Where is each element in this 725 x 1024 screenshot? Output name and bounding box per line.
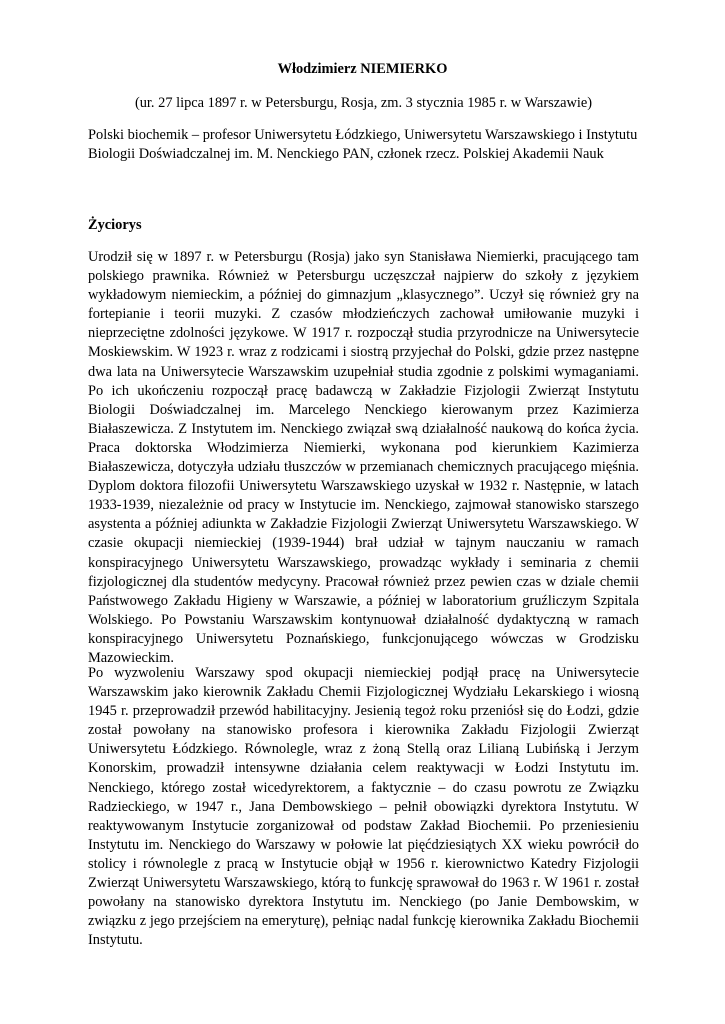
intro-paragraph: Polski biochemik – profesor Uniwersytetu Łódzkiego, Uniwersytetu Warszawskiego i Instytutu Biologii Doświadczalnej im. M. Nenckiego PAN, członek rzecz. Polskiej Akademii Nauk: [88, 127, 638, 162]
section-heading-biography: Życiorys: [88, 217, 142, 233]
page-title: Włodzimierz NIEMIERKO: [277, 61, 448, 77]
life-dates-subtitle: (ur. 27 lipca 1897 r. w Petersburgu, Rosja, zm. 3 stycznia 1985 r. w Warszawie): [134, 95, 593, 111]
biography-paragraph-2: Po wyzwoleniu Warszawy spod okupacji niemieckiej podjął pracę na Uniwersytecie Warszawskim jako kierownik Zakładu Chemii Fizjologicznej Wydziału Lekarskiego i wiosną 1945 r. przeprowadził przewód habilitacyjny. Jesienią tegoż roku przeniósł się do Łodzi, gdzie został powołany na stanowisko profesora i kierownika Zakładu Fizjologii Zwierząt Uniwersytetu Łódzkiego. Równolegle, wraz z żoną Stellą oraz Lilianą Lubińską i Jerzym Konorskim, prowadził intensywne działania celem reaktywacji w Łodzi Instytutu im. Nenckiego, którego został wicedyrektorem, a faktycznie – do czasu powrotu ze Związku Radzieckiego, w 1947 r., Jana Dembowskiego – pełnił obowiązki dyrektora Instytutu. W reaktywowanym Instytucie zorganizował od podstaw Zakład Biochemii. Po przeniesieniu Instytutu im. Nenckiego do Warszawy w połowie lat pięćdziesiątych XX wieku powrócił do stolicy i równolegle z pracą w Instytucie objął w 1956 r. kierownictwo Katedry Fizjologii Zwierząt Uniwersytetu Warszawskiego, którą to funkcję sprawował do 1963 r. W 1961 r. został powołany na stanowisko dyrektora Instytutu im. Nenckiego (po Janie Dembowskim, w związku z jego przejściem na emeryturę), pełniąc nadal funkcję kierownika Zakładu Biochemii Instytutu.: [88, 665, 639, 949]
biography-paragraph-1: Urodził się w 1897 r. w Petersburgu (Rosja) jako syn Stanisława Niemierki, pracującego tam polskiego prawnika. Również w Petersburgu uczęszczał najpierw do szkoły z językiem wykładowym niemieckim, a później do gimnazjum „klasycznego”. Uczył się również gry na fortepianie i teorii muzyki. Z czasów młodzieńczych zachował umiłowanie muzyki i nieprzeciętne zdolności językowe. W 1917 r. rozpoczął studia przyrodnicze na Uniwersytecie Moskiewskim. W 1923 r. wraz z rodzicami i siostrą przyjechał do Polski, gdzie przez następne dwa lata na Uniwersytecie Warszawskim uzupełniał studia zgodnie z polskimi wymaganiami. Po ich ukończeniu rozpoczął pracę badawczą w Zakładzie Fizjologii Zwierząt Instytutu Biologii Doświadczalnej im. Marcelego Nenckiego kierowanym przez Kazimierza Białaszewicza. Z Instytutem im. Nenckiego związał swą działalność naukową do końca życia. Praca doktorska Włodzimierza Niemierki, wykonana pod kierunkiem Kazimierza Białaszewicza, dotyczyła udziału tłuszczów w przemianach chemicznych pracującego mięśnia. Dyplom doktora filozofii Uniwersytetu Warszawskiego uzyskał w 1932 r. Następnie, w latach 1933-1939, niezależnie od pracy w Instytucie im. Nenckiego, zajmował stanowisko starszego asystenta a później adiunkta w Zakładzie Fizjologii Zwierząt Uniwersytetu Warszawskiego. W czasie okupacji niemieckiej (1939-1944) brał udział w tajnym nauczaniu w ramach konspiracyjnego Uniwersytetu Warszawskiego, prowadząc wykłady i seminaria z chemii fizjologicznej dla studentów medycyny. Pracował również przez pewien czas w dziale chemii Państwowego Zakładu Higieny w Warszawie, a później w laboratorium gruźliczym Szpitala Wolskiego. Po Powstaniu Warszawskim kontynuował działalność dydaktyczną w ramach konspiracyjnego Uniwersytetu Poznańskiego, funkcjonującego wówczas w Grodzisku Mazowieckim.: [88, 249, 639, 666]
